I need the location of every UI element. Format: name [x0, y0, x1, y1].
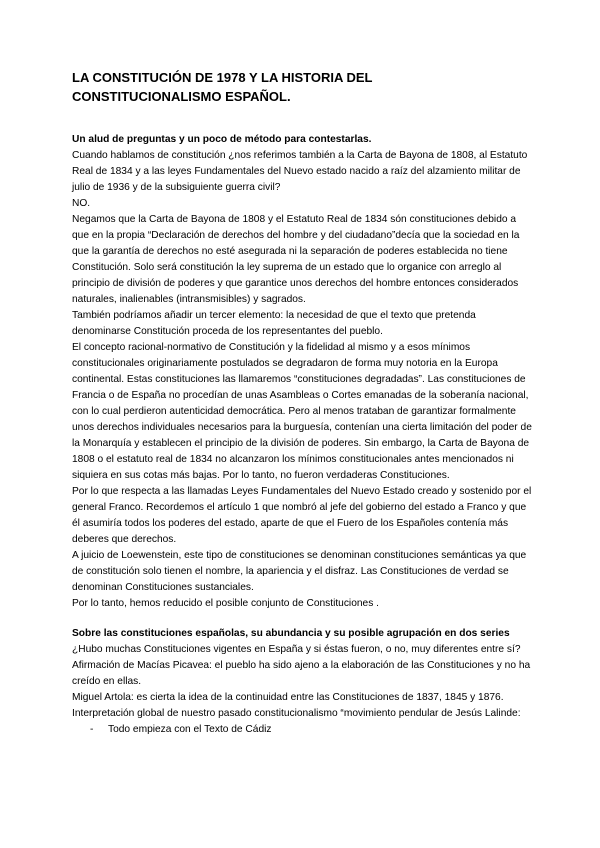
bullet-text: Todo empieza con el Texto de Cádiz — [108, 724, 272, 735]
document-title-line-2: CONSTITUCIONALISMO ESPAÑOL. — [72, 89, 291, 104]
section-1-paragraph: También podríamos añadir un tercer elemento: la necesidad de que el texto que pretenda denominarse Constitución proceda de los representantes del pueblo. — [72, 310, 476, 337]
section-1-paragraph: Negamos que la Carta de Bayona de 1808 y el Estatuto Real de 1834 són constituciones debido a que en la propia “Declaración de derechos del hombre y del ciudadano”decía que la sociedad en la que la garantía de derechos no esté asegurada ni la separación de poderes establecida no tiene Constitución. Solo será constitución la ley suprema de un estado que lo organice con arreglo al principio de división de poderes y que garantice unos derechos del hombre entonces considerados naturales, inalienables (intransmisibles) y sagrados. — [72, 214, 520, 305]
section-1-paragraph: NO. — [72, 198, 91, 209]
document-page — [72, 68, 534, 738]
section-1-paragraph: Cuando hablamos de constitución ¿nos referimos también a la Carta de Bayona de 1808, al Estatuto Real de 1834 y a las leyes Fundamentales del Nuevo estado nacido a raíz del alzamiento militar de julio de 1936 y de la subsiguiente guerra civil? — [72, 150, 528, 193]
list-item — [72, 722, 534, 738]
bullet-list — [72, 722, 534, 738]
section-1-paragraph: A juicio de Loewenstein, este tipo de constituciones se denominan constituciones semánticas ya que de constitución solo tienen el nombre, la apariencia y el disfraz. Las Constituciones de verdad se denominan Constituciones sustanciales. — [72, 550, 527, 593]
section-1-paragraph: El concepto racional-normativo de Constitución y la fidelidad al mismo y a esos mínimos constitucionales originariamente postulados se degradaron de forma muy notoria en la Europa continental. Estas constituciones las llamaremos “constituciones degradadas”. Las constituciones de Francia o de España no procedían de unas Asambleas o Cortes emanadas de la soberanía nacional, con lo cual perdieron autenticidad democrática. Pero al menos trataban de garantizar formalmente unos derechos individuales necesarios para la burguesía, contenían una cierta limitación del poder de la Monarquía y establecen el principio de la división de poderes. Sin embargo, la Carta de Bayona de 1808 o el estatuto real de 1834 no alcanzaron los mínimos constitucionales antes mencionados ni siquiera en sus cotas más bajas. Por lo tanto, no fueron verdaderas Constituciones. — [72, 342, 532, 481]
section-2-paragraph: Afirmación de Macías Picavea: el pueblo ha sido ajeno a la elaboración de las Constituciones y no ha creído en ellas. — [72, 660, 531, 687]
section-2-paragraph: Interpretación global de nuestro pasado constitucionalismo “movimiento pendular de Jesús Lalinde: — [72, 708, 521, 719]
bullet-marker: - — [90, 724, 94, 735]
section-2-heading: Sobre las constituciones españolas, su abundancia y su posible agrupación en dos series — [72, 628, 510, 639]
section-1-paragraph: Por lo que respecta a las llamadas Leyes Fundamentales del Nuevo Estado creado y sostenido por el general Franco. Recordemos el artículo 1 que nombró al jefe del gobierno del estado a Franco y que él asumiría todos los poderes del estado, aparte de que el Fuero de los Españoles contenía más deberes que derechos. — [72, 486, 532, 545]
spacer — [72, 612, 534, 626]
spacer — [72, 106, 534, 132]
document-title-line-1: LA CONSTITUCIÓN DE 1978 Y LA HISTORIA DEL — [72, 70, 373, 85]
section-1-paragraph: Por lo tanto, hemos reducido el posible conjunto de Constituciones . — [72, 598, 379, 609]
section-2-paragraph: ¿Hubo muchas Constituciones vigentes en España y si éstas fueron, o no, muy diferentes entre sí? — [72, 644, 521, 655]
section-1-heading: Un alud de preguntas y un poco de método para contestarlas. — [72, 134, 372, 145]
section-2-paragraph: Miguel Artola: es cierta la idea de la continuidad entre las Constituciones de 1837, 1845 y 1876. — [72, 692, 504, 703]
